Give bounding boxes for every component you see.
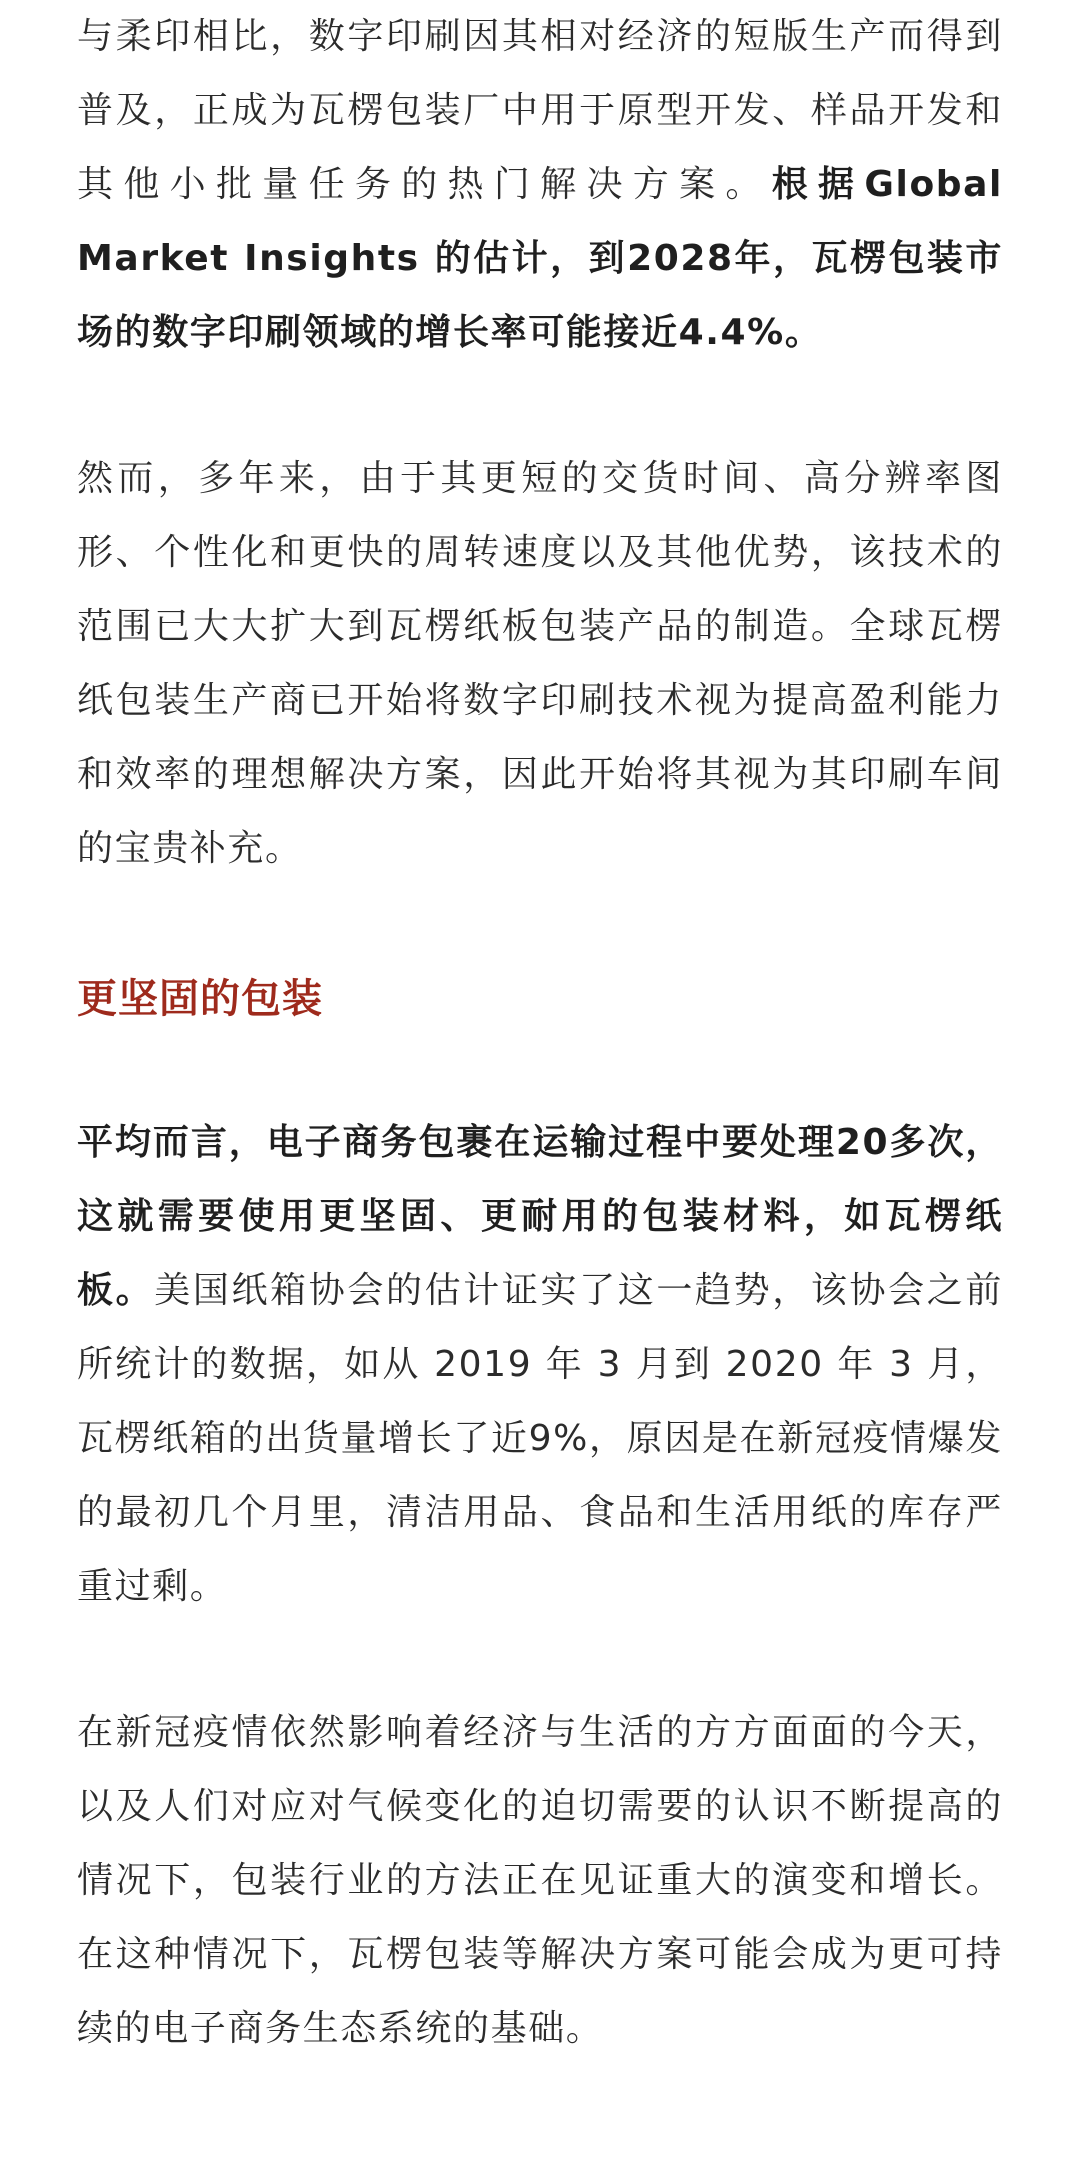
- paragraph-bold-text: 平均而言，电子商务包裹在运输过程中要处理20多次，这就需要使用更坚固、更耐用的包装材料，如瓦楞纸板。: [77, 1122, 1003, 1311]
- paragraph-text: 与柔印相比，数字印刷因其相对经济的短版生产而得到普及，正成为瓦楞包装厂中用于原型开发、样品开发和其他小批量任务的热门解决方案。: [77, 16, 1003, 205]
- paragraph-sustainability: 在新冠疫情依然影响着经济与生活的方方面面的今天，以及人们对应对气候变化的迫切需要的认识不断提高的情况下，包装行业的方法正在见证重大的演变和增长。在这种情况下，瓦楞包装等解决方案可能会成为更可持续的电子商务生态系统的基础。: [77, 1712, 1003, 2049]
- section-heading: 更坚固的包装: [77, 976, 323, 1022]
- paragraph-technology-scope: 然而，多年来，由于其更短的交货时间、高分辨率图形、个性化和更快的周转速度以及其他优势，该技术的范围已大大扩大到瓦楞纸板包装产品的制造。全球瓦楞纸包装生产商已开始将数字印刷技术视为提高盈利能力和效率的理想解决方案，因此开始将其视为其印刷车间的宝贵补充。: [77, 458, 1003, 869]
- paragraph-digital-printing: [77, 0, 1003, 370]
- paragraph-text: 美国纸箱协会的估计证实了这一趋势，该协会之前所统计的数据，如从 2019 年 3 月到 2020 年 3 月，瓦楞纸箱的出货量增长了近9%，原因是在新冠疫情爆发的最初几个月里，清洁用品、食品和生活用纸的库存严重过剩。: [77, 1270, 1004, 1607]
- paragraph-ecommerce-packaging: [77, 1106, 1003, 1624]
- paragraph-bold-text: 根据Global Market Insights 的估计，到2028年，瓦楞包装市场的数字印刷领域的增长率可能接近4.4%。: [77, 164, 1003, 353]
